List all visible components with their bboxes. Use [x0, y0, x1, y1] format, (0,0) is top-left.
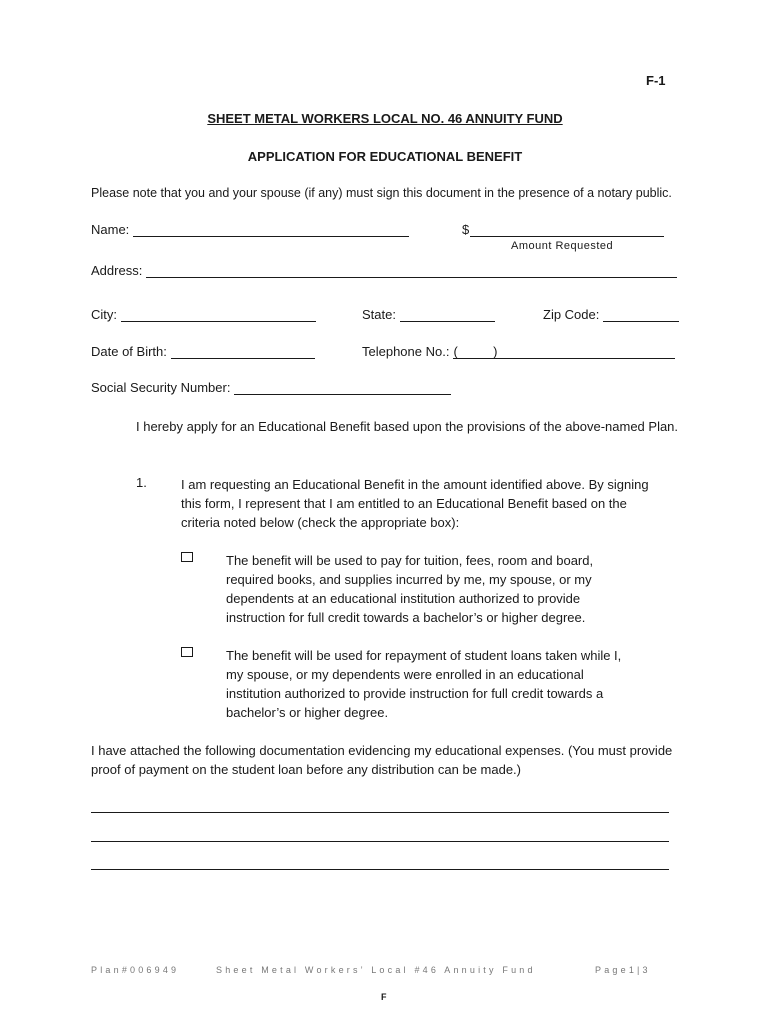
amount-caption: Amount Requested — [511, 240, 614, 252]
amount-row — [462, 222, 664, 237]
address-label: Address: — [91, 263, 143, 278]
item-1-text: I am requesting an Educational Benefit in the amount identified above. By signing this form, I represent that I am entitled to an Educational Benefit based on the criteria noted below (check the appropriate box): — [181, 477, 649, 530]
city-label: City: — [91, 307, 117, 322]
phone-number-field[interactable] — [497, 344, 675, 359]
documentation-line-3[interactable] — [91, 869, 669, 870]
ssn-row — [91, 380, 451, 395]
phone-area-code-field[interactable] — [453, 344, 497, 359]
bottom-mark: F — [381, 992, 387, 1002]
documentation-statement: I have attached the following documentation evidencing my educational expenses. (You must provide proof of payment on the student loan before any distribution can be made.) — [91, 743, 673, 777]
item-number: 1. — [136, 475, 147, 490]
option-tuition-checkbox[interactable] — [181, 552, 193, 562]
address-row — [91, 263, 677, 278]
amount-field[interactable] — [470, 222, 664, 237]
name-row — [91, 222, 409, 237]
dollar-sign: $ — [462, 222, 470, 237]
phone-area-close: ) — [493, 344, 498, 359]
option-tuition-text: The benefit will be used to pay for tuition, fees, room and board, required books, and supplies incurred by me, my spouse, or my dependents at an educational institution authorized to provide instruction for full credit towards a bachelor’s or higher degree. — [226, 553, 594, 625]
document-title: SHEET METAL WORKERS LOCAL NO. 46 ANNUITY FUND — [207, 111, 563, 126]
form-id: F-1 — [646, 73, 666, 88]
zip-row — [543, 307, 679, 322]
apply-statement: I hereby apply for an Educational Benefit based upon the provisions of the above-named Plan. — [136, 419, 679, 434]
option-loans-text: The benefit will be used for repayment of student loans taken while I, my spouse, or my dependents were enrolled in an educational institution authorized to provide instruction for full credit towards a bachelor’s or higher degree. — [226, 648, 622, 720]
footer-page-number: Page1|3 — [595, 965, 651, 975]
document-subtitle: APPLICATION FOR EDUCATIONAL BENEFIT — [247, 149, 523, 164]
state-row — [362, 307, 495, 322]
name-label: Name: — [91, 222, 130, 237]
option-loans-checkbox[interactable] — [181, 647, 193, 657]
dob-row — [91, 344, 315, 359]
phone-area-open: ( — [453, 344, 458, 359]
zip-label: Zip Code: — [543, 307, 600, 322]
notary-notice: Please note that you and your spouse (if any) must sign this document in the presence of a notary public. — [91, 186, 672, 200]
dob-field[interactable] — [171, 344, 315, 359]
dob-label: Date of Birth: — [91, 344, 167, 359]
documentation-line-1[interactable] — [91, 812, 669, 813]
footer-fund-name: Sheet Metal Workers’ Local #46 Annuity Fund — [216, 965, 536, 975]
zip-field[interactable] — [603, 307, 679, 322]
ssn-field[interactable] — [234, 380, 451, 395]
ssn-label: Social Security Number: — [91, 380, 231, 395]
address-field[interactable] — [146, 263, 677, 278]
phone-label: Telephone No.: — [362, 344, 450, 359]
state-label: State: — [362, 307, 396, 322]
city-row — [91, 307, 316, 322]
state-field[interactable] — [400, 307, 495, 322]
name-field[interactable] — [133, 222, 409, 237]
phone-row — [362, 344, 675, 359]
city-field[interactable] — [121, 307, 316, 322]
footer-plan-number: Plan#006949 — [91, 965, 180, 975]
documentation-line-2[interactable] — [91, 841, 669, 842]
